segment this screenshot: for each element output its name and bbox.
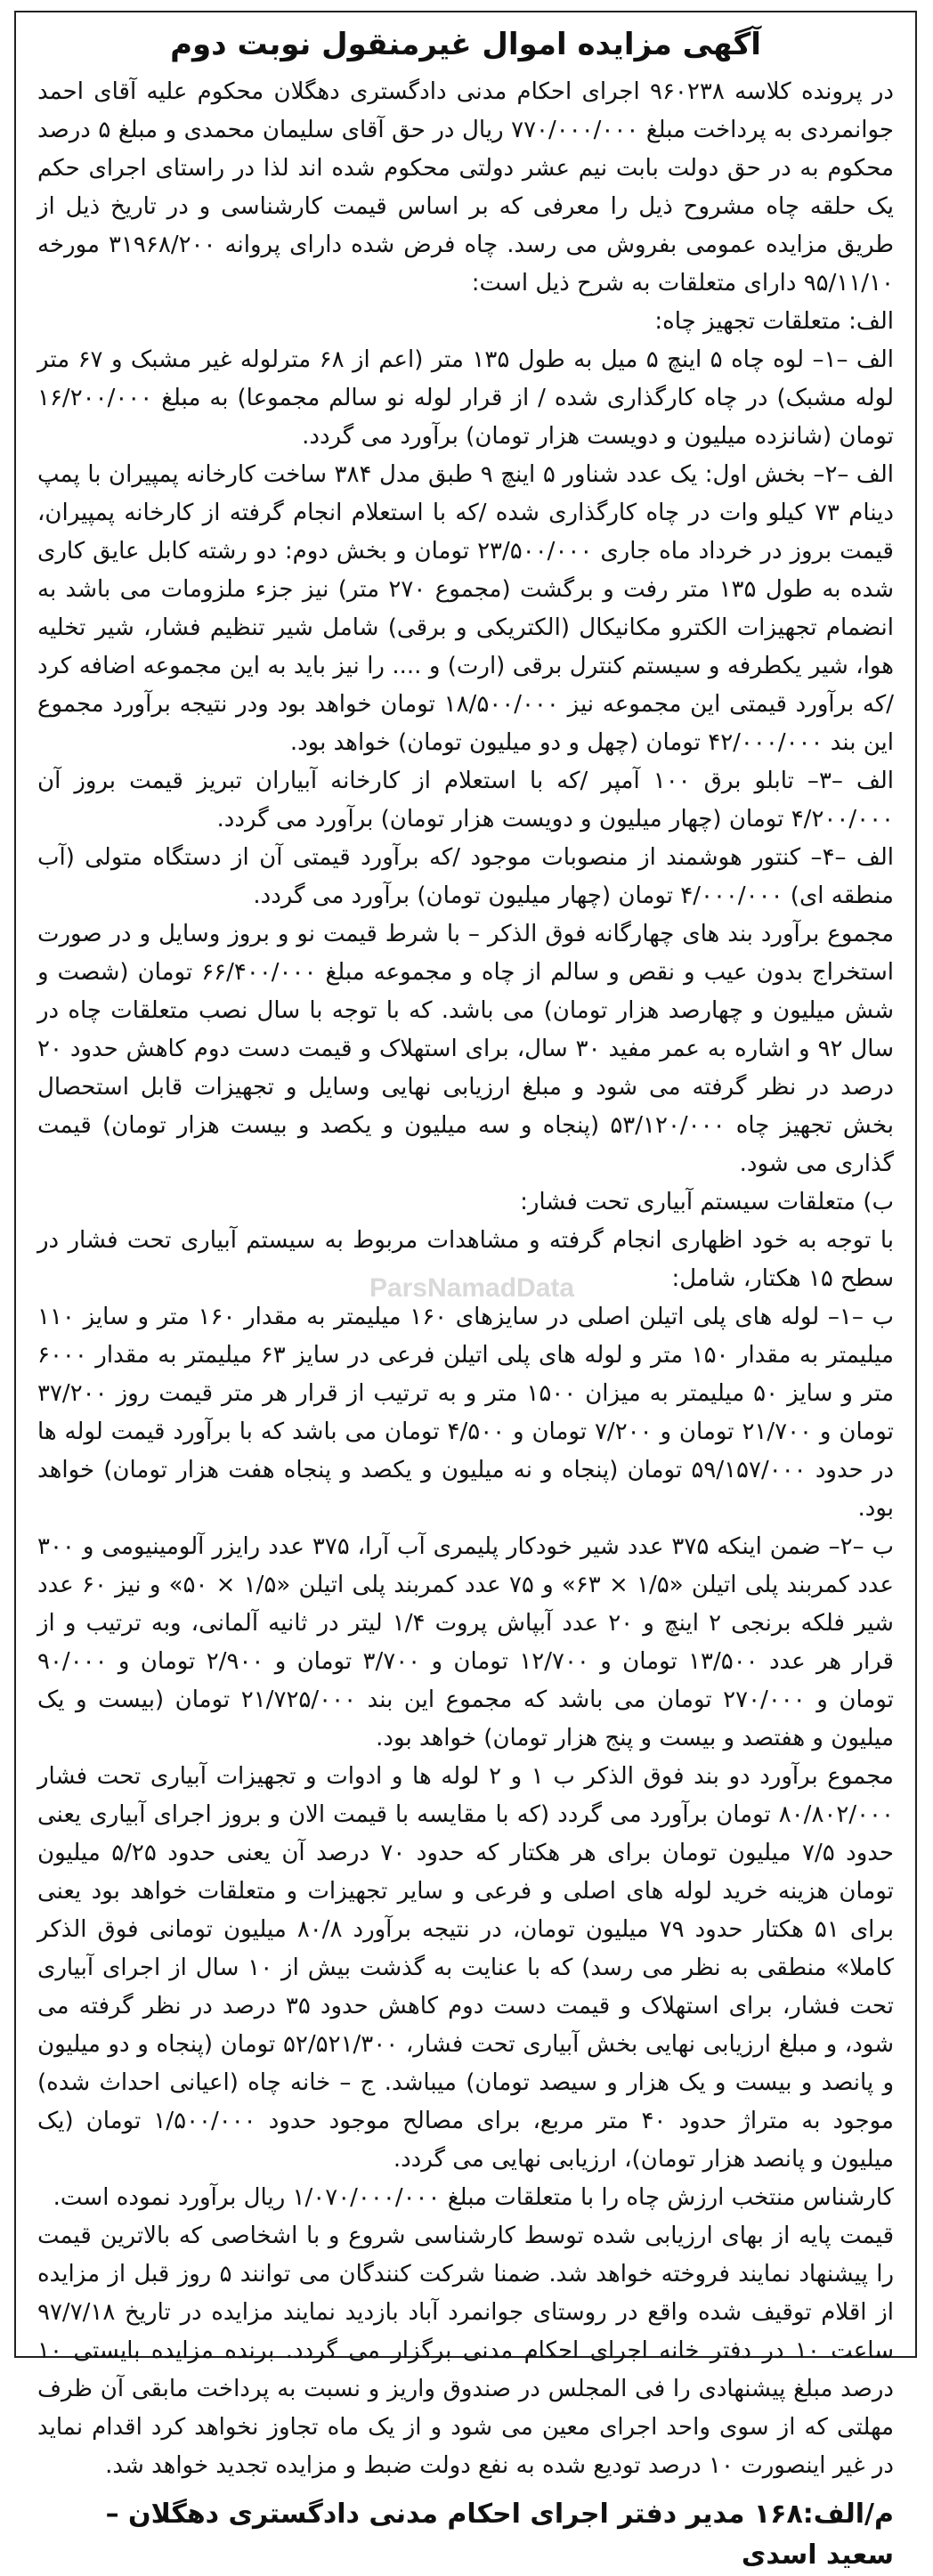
item-alef-1: الف –۱– لوه چاه ۵ اینچ ۵ میل به طول ۱۳۵ متر (اعم از ۶۸ مترلوله غیر مشبک و ۶۷ متر لوله مشبک) در چاه کارگذاری شده / از قرار لوله نو سالم مجموعا) به مبلغ ۱۶/۲۰۰/۰۰۰ تومان (شانزده میلیون و دویست هزار تومان) برآورد می گردد. [37, 346, 894, 450]
item-alef-3: الف –۳– تابلو برق ۱۰۰ آمپر /که با استعلام از کارخانه آبیاران تبریز قیمت بروز آن ۴/۲۰۰/۰۰۰ تومان (چهار میلیون و دویست هزار تومان) برآورد می گردد. [37, 768, 895, 833]
paragraph-valuation: کارشناس منتخب ارزش چاه را با متعلقات مبلغ ۱/۰۷۰/۰۰۰/۰۰۰ ریال برآورد نموده است. [53, 2184, 894, 2211]
item-alef-2: الف –۲– بخش اول: یک عدد شناور ۵ اینچ ۹ طبق مدل ۳۸۴ ساخت کارخانه پمپیران با پمپ دینام ۷۳ کیلو وات در چاه کارگذاری شده /که با استعلام انجام گرفته از کارخانه پمپیران، قیمت بروز در خرداد ماه جاری ۲۳/۵۰۰/۰۰۰ تومان و بخش دوم: دو رشته کابل عایق کاری شده به طول ۱۳۵ متر رفت و برگشت (مجموع ۲۷۰ متر) نیز جزء ملزومات می باشد به انضمام تجهیزات الکترو مکانیکال (الکتریکی و برقی) شامل شیر تنظیم فشار، شیر تخلیه هوا، شیر یکطرفه و سیستم کنترل برقی (ارت) و .... را نیز باید به این مجموعه اضافه کرد /که برآورد قیمتی این مجموعه نیز ۱۸/۵۰۰/۰۰۰ تومان خواهد بود ودر نتیجه برآورد مجموع این بند ۴۲/۰۰۰/۰۰۰ تومان (چهل و دو میلیون تومان) خواهد بود. [37, 461, 894, 756]
paragraph-be-intro: با توجه به خود اظهاری انجام گرفته و مشاهدات مربوط به سیستم آبیاری تحت فشار در سطح ۱۵ هکتار، شامل: [37, 1227, 894, 1292]
paragraph-terms: قیمت پایه از بهای ارزیابی شده توسط کارشناسی شروع و با اشخاصی که بالاترین قیمت را پیشنهاد نمایند فروخته خواهد شد. ضمنا شرکت کنندگان می توانند ۵ روز قبل از مزایده از اقلام توقیف شده واقع در روستای جوانمرد آباد بازدید نمایند مزایده در تاریخ ۹۷/۷/۱۸ ساعت ۱۰ در دفتر خانه اجرای احکام مدنی برگزار می گردد. برنده مزایده بایستی ۱۰ درصد مبلغ پیشنهادی را فی المجلس در صندوق واریز و نسبت به پرداخت مابقی آن ظرف مهلتی که از سوی واحد اجرای معین می شود و از یک ماه تجاوز نخواهد کرد اقدام نماید در غیر اینصورت ۱۰ درصد تودیع شده به نفع دولت ضبط و مزایده تجدید خواهد شد. [37, 2223, 895, 2479]
paragraph-intro: در پرونده کلاسه ۹۶۰۲۳۸ اجرای احکام مدنی دادگستری دهگلان محکوم علیه آقای احمد جوانمردی به پرداخت مبلغ ۷۷۰/۰۰۰/۰۰۰ ریال در حق آقای سلیمان محمدی و مبلغ ۵ درصد محکوم به در حق دولت بابت نیم عشر دولتی محکوم شده اند لذا در راستای اجرای حکم یک حلقه چاه مشروح ذیل را معرفی که بر اساس قیمت کارشناسی و در تاریخ ذیل از طریق مزایده عمومی بفروش می رسد. چاه فرض شده دارای پروانه ۳۱۹۶۸/۲۰۰ مورخه ۹۵/۱۱/۱۰ دارای متعلقات به شرح ذیل است: [37, 78, 895, 297]
item-alef-4: الف –۴– کنتور هوشمند از منصوبات موجود /که برآورد قیمتی آن از دستگاه متولی (آب منطقه ای) ۴/۰۰۰/۰۰۰ تومان (چهار میلیون تومان) برآورد می گردد. [37, 844, 894, 909]
notice-title: آگهی مزایده اموال غیرمنقول نوبت دوم [170, 27, 761, 62]
auction-notice [14, 11, 917, 2571]
section-be-heading: ب) متعلقات سیستم آبیاری تحت فشار: [520, 1189, 894, 1215]
paragraph-alef-total: مجموع برآورد بند های چهارگانه فوق الذکر – با شرط قیمت نو و بروز وسایل و در صورت استخراج بدون عیب و نقص و سالم از چاه و مجموعه مبلغ ۶۶/۴۰۰/۰۰۰ تومان (شصت و شش میلیون و چهارصد هزار تومان) می باشد. که با توجه با سال نصب متعلقات چاه در سال ۹۲ و اشاره به عمر مفید ۳۰ سال، برای استهلاک و قیمت دست دوم کاهش حدود ۲۰ درصد در نظر گرفته می شود و مبلغ ارزیابی نهایی وسایل و تجهیزات قابل استحصال بخش تجهیز چاه ۵۳/۱۲۰/۰۰۰ (پنجاه و سه میلیون و یکصد و بیست هزار تومان) قیمت گذاری می شود. [37, 921, 895, 1177]
paragraph-be-total: مجموع برآورد دو بند فوق الذکر ب ۱ و ۲ لوله ها و ادوات و تجهیزات آبیاری تحت فشار ۸۰/۸۰۲/۰۰۰ تومان برآورد می گردد (که با مقایسه با قیمت الان و بروز اجرای آبیاری یعنی حدود ۷/۵ میلیون تومان برای هر هکتار که حدود ۷۰ درصد آن یعنی حدود ۵/۲۵ میلیون تومان هزینه خرید لوله های اصلی و فرعی و سایر تجهیزات و متعلقات خواهد بود یعنی برای ۵۱ هکتار حدود ۷۹ میلیون تومان، در نتیجه برآورد ۸۰/۸ میلیون تومانی فوق الذکر کاملا» منطقی به نظر می رسد) که با عنایت به گذشت بیش از ۱۰ سال از اجرای آبیاری تحت فشار، برای استهلاک و قیمت دست دوم کاهش حدود ۳۵ درصد در نظر گرفته می شود، و مبلغ ارزیابی نهایی بخش آبیاری تحت فشار، ۵۲/۵۲۱/۳۰۰ تومان (پنجاه و دو میلیون و پانصد و بیست و یک هزار و سیصد تومان) میباشد. ج – خانه چاه (اعیانی احداث شده) موجود به متراژ حدود ۴۰ متر مربع، برای مصالح موجود حدود ۱/۵۰۰/۰۰۰ تومان (یک میلیون و پانصد هزار تومان)، ارزیابی نهایی می گردد. [37, 1763, 895, 2173]
watermark: ParsNamadData [369, 1273, 575, 1303]
notice-footer-signature: م/الف:۱۶۸ مدیر دفتر اجرای احکام مدنی دادگستری دهگلان – سعید اسدی [105, 2499, 894, 2571]
item-be-1: ب –۱– لوله های پلی اتیلن اصلی در سایزهای ۱۶۰ میلیمتر به مقدار ۱۶۰ متر و سایز ۱۱۰ میلیمتر به مقدار ۱۵۰ متر و لوله های پلی اتیلن فرعی در سایز ۶۳ میلیمتر به مقدار ۶۰۰۰ متر و سایز ۵۰ میلیمتر به میزان ۱۵۰۰ متر و به ترتیب از قرار هر متر قیمت روز ۳۷/۲۰۰ تومان و ۲۱/۷۰۰ تومان و ۷/۲۰۰ تومان و ۴/۵۰۰ تومان می باشد که با برآورد قیمت لوله ها در حدود ۵۹/۱۵۷/۰۰۰ تومان (پنجاه و نه میلیون و یکصد و پنجاه هفت هزار تومان) خواهد بود. [37, 1304, 894, 1522]
section-alef-heading: الف: متعلقات تجهیز چاه: [654, 308, 894, 335]
item-be-2: ب –۲– ضمن اینکه ۳۷۵ عدد شیر خودکار پلیمری آب آرا، ۳۷۵ عدد رایزر آلومینیومی و ۳۰۰ عدد کمربند پلی اتیلن «۱/۵ × ۶۳» و ۷۵ عدد کمربند پلی اتیلن «۱/۵ × ۵۰» و نیز ۶۰ عدد شیر فلکه برنجی ۲ اینچ و ۲۰ عدد آبپاش پروت ۱/۴ لیتر در ثانیه آلمانی، وبه ترتیب و از قرار هر عدد ۱۳/۵۰۰ تومان و ۱۲/۷۰۰ تومان و ۳/۷۰۰ تومان و ۲/۹۰۰ تومان و ۹۰/۰۰۰ تومان و ۲۷۰/۰۰۰ تومان می باشد که مجموع این بند ۲۱/۷۲۵/۰۰۰ تومان (بیست و یک میلیون و هفتصد و بیست و پنج هزار تومان) خواهد بود. [37, 1533, 894, 1751]
